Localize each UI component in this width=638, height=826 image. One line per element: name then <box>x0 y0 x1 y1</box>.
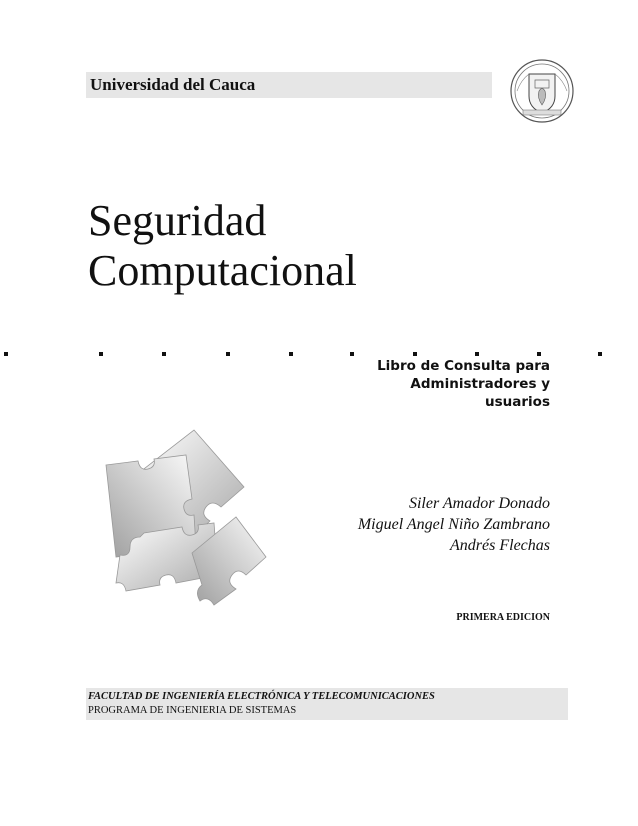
divider-dot <box>598 352 602 356</box>
author-name: Siler Amador Donado <box>408 495 550 512</box>
author-name: Miguel Angel Niño Zambrano <box>357 516 550 533</box>
edition-label: PRIMERA EDICION <box>456 612 550 623</box>
divider-dot <box>537 352 541 356</box>
subtitle-line-1: Libro de Consulta para <box>377 358 550 374</box>
divider-dot <box>289 352 293 356</box>
divider-dot <box>162 352 166 356</box>
divider-dot <box>4 352 8 356</box>
divider-dot <box>226 352 230 356</box>
book-title <box>88 196 357 296</box>
title-line-1: Seguridad <box>88 196 267 245</box>
header-bar <box>86 72 492 98</box>
faculty-name: FACULTAD DE INGENIERÍA ELECTRÓNICA Y TELECOMUNICACIONES <box>88 691 435 702</box>
university-seal-icon <box>509 58 575 124</box>
subtitle <box>300 357 550 411</box>
authors <box>250 493 550 556</box>
footer-bar <box>86 688 568 720</box>
divider-dot <box>99 352 103 356</box>
divider-dot <box>350 352 354 356</box>
subtitle-line-3: usuarios <box>485 394 550 410</box>
title-line-2: Computacional <box>88 246 357 295</box>
author-name: Andrés Flechas <box>450 537 550 554</box>
puzzle-pieces-icon <box>96 425 271 610</box>
subtitle-line-2: Administradores y <box>410 376 550 392</box>
divider-dot <box>475 352 479 356</box>
university-name: Universidad del Cauca <box>90 75 256 94</box>
divider-dot <box>413 352 417 356</box>
program-name: PROGRAMA DE INGENIERIA DE SISTEMAS <box>88 705 297 716</box>
